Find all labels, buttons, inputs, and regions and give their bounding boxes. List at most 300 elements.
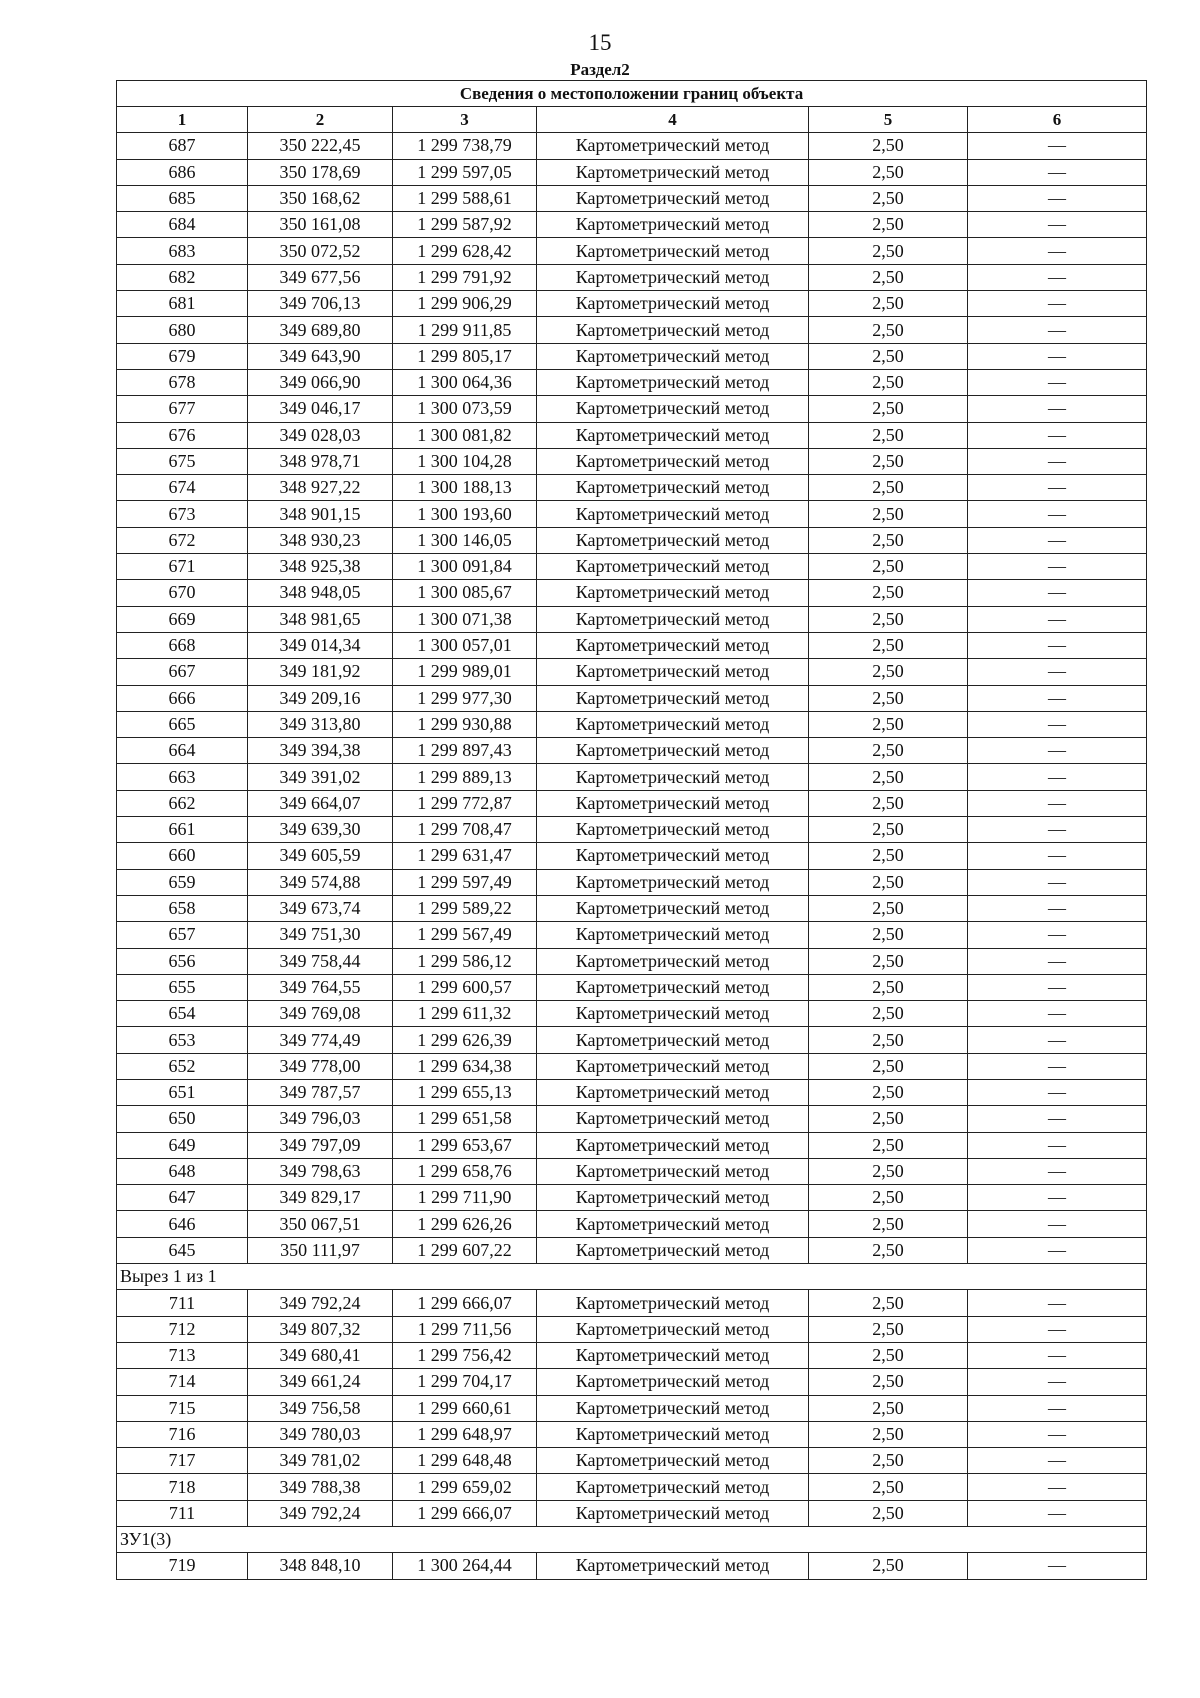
point-number-cell: 657 [117, 922, 248, 948]
method-cell: Картометрический метод [537, 1053, 809, 1079]
y-coordinate-cell: 1 299 648,48 [393, 1448, 537, 1474]
table-row [117, 396, 1147, 422]
description-cell: — [968, 133, 1147, 159]
method-cell: Картометрический метод [537, 343, 809, 369]
x-coordinate-cell: 349 605,59 [248, 843, 393, 869]
y-coordinate-cell: 1 299 930,88 [393, 711, 537, 737]
x-coordinate-cell: 348 927,22 [248, 475, 393, 501]
method-cell: Картометрический метод [537, 843, 809, 869]
table-row [117, 212, 1147, 238]
column-number-4: 4 [537, 107, 809, 133]
method-cell: Картометрический метод [537, 422, 809, 448]
accuracy-cell: 2,50 [809, 369, 968, 395]
method-cell: Картометрический метод [537, 685, 809, 711]
accuracy-cell: 2,50 [809, 1132, 968, 1158]
table-row [117, 291, 1147, 317]
table-row [117, 1474, 1147, 1500]
description-cell: — [968, 632, 1147, 658]
y-coordinate-cell: 1 299 756,42 [393, 1342, 537, 1368]
y-coordinate-cell: 1 300 264,44 [393, 1553, 537, 1579]
x-coordinate-cell: 349 774,49 [248, 1027, 393, 1053]
point-number-cell: 665 [117, 711, 248, 737]
point-number-cell: 686 [117, 159, 248, 185]
y-coordinate-cell: 1 300 057,01 [393, 632, 537, 658]
accuracy-cell: 2,50 [809, 948, 968, 974]
table-row [117, 1001, 1147, 1027]
description-cell: — [968, 1500, 1147, 1526]
x-coordinate-cell: 349 209,16 [248, 685, 393, 711]
description-cell: — [968, 1369, 1147, 1395]
description-cell: — [968, 790, 1147, 816]
description-cell: — [968, 1158, 1147, 1184]
accuracy-cell: 2,50 [809, 396, 968, 422]
method-cell: Картометрический метод [537, 1448, 809, 1474]
point-number-cell: 659 [117, 869, 248, 895]
section-row [117, 1527, 1147, 1553]
y-coordinate-cell: 1 300 188,13 [393, 475, 537, 501]
point-number-cell: 671 [117, 554, 248, 580]
accuracy-cell: 2,50 [809, 1211, 968, 1237]
method-cell: Картометрический метод [537, 212, 809, 238]
accuracy-cell: 2,50 [809, 1369, 968, 1395]
point-number-cell: 683 [117, 238, 248, 264]
accuracy-cell: 2,50 [809, 711, 968, 737]
table-row [117, 1185, 1147, 1211]
x-coordinate-cell: 349 313,80 [248, 711, 393, 737]
method-cell: Картометрический метод [537, 1158, 809, 1184]
description-cell: — [968, 895, 1147, 921]
method-cell: Картометрический метод [537, 632, 809, 658]
x-coordinate-cell: 350 067,51 [248, 1211, 393, 1237]
point-number-cell: 646 [117, 1211, 248, 1237]
point-number-cell: 675 [117, 448, 248, 474]
method-cell: Картометрический метод [537, 817, 809, 843]
description-cell: — [968, 185, 1147, 211]
method-cell: Картометрический метод [537, 185, 809, 211]
table-row [117, 422, 1147, 448]
accuracy-cell: 2,50 [809, 974, 968, 1000]
accuracy-cell: 2,50 [809, 1290, 968, 1316]
y-coordinate-cell: 1 300 146,05 [393, 527, 537, 553]
method-cell: Картометрический метод [537, 1132, 809, 1158]
accuracy-cell: 2,50 [809, 738, 968, 764]
accuracy-cell: 2,50 [809, 922, 968, 948]
y-coordinate-cell: 1 299 906,29 [393, 291, 537, 317]
x-coordinate-cell: 348 901,15 [248, 501, 393, 527]
description-cell: — [968, 869, 1147, 895]
point-number-cell: 666 [117, 685, 248, 711]
y-coordinate-cell: 1 300 104,28 [393, 448, 537, 474]
accuracy-cell: 2,50 [809, 1395, 968, 1421]
accuracy-cell: 2,50 [809, 685, 968, 711]
point-number-cell: 652 [117, 1053, 248, 1079]
accuracy-cell: 2,50 [809, 212, 968, 238]
point-number-cell: 681 [117, 291, 248, 317]
table-row [117, 159, 1147, 185]
y-coordinate-cell: 1 299 711,90 [393, 1185, 537, 1211]
section-label: Вырез 1 из 1 [117, 1264, 1147, 1290]
y-coordinate-cell: 1 299 586,12 [393, 948, 537, 974]
x-coordinate-cell: 349 769,08 [248, 1001, 393, 1027]
accuracy-cell: 2,50 [809, 606, 968, 632]
accuracy-cell: 2,50 [809, 843, 968, 869]
table-row [117, 448, 1147, 474]
table-row [117, 343, 1147, 369]
y-coordinate-cell: 1 299 611,32 [393, 1001, 537, 1027]
x-coordinate-cell: 349 781,02 [248, 1448, 393, 1474]
description-cell: — [968, 1448, 1147, 1474]
table-row [117, 1448, 1147, 1474]
description-cell: — [968, 212, 1147, 238]
x-coordinate-cell: 349 680,41 [248, 1342, 393, 1368]
table-row [117, 606, 1147, 632]
description-cell: — [968, 606, 1147, 632]
accuracy-cell: 2,50 [809, 1106, 968, 1132]
accuracy-cell: 2,50 [809, 1185, 968, 1211]
y-coordinate-cell: 1 299 651,58 [393, 1106, 537, 1132]
table-row [117, 790, 1147, 816]
point-number-cell: 713 [117, 1342, 248, 1368]
point-number-cell: 716 [117, 1421, 248, 1447]
method-cell: Картометрический метод [537, 238, 809, 264]
x-coordinate-cell: 349 661,24 [248, 1369, 393, 1395]
point-number-cell: 662 [117, 790, 248, 816]
x-coordinate-cell: 349 764,55 [248, 974, 393, 1000]
x-coordinate-cell: 349 391,02 [248, 764, 393, 790]
accuracy-cell: 2,50 [809, 317, 968, 343]
table-row [117, 948, 1147, 974]
accuracy-cell: 2,50 [809, 1001, 968, 1027]
method-cell: Картометрический метод [537, 1185, 809, 1211]
table-row [117, 133, 1147, 159]
method-cell: Картометрический метод [537, 554, 809, 580]
point-number-cell: 653 [117, 1027, 248, 1053]
y-coordinate-cell: 1 299 600,57 [393, 974, 537, 1000]
accuracy-cell: 2,50 [809, 238, 968, 264]
accuracy-cell: 2,50 [809, 790, 968, 816]
x-coordinate-cell: 349 798,63 [248, 1158, 393, 1184]
accuracy-cell: 2,50 [809, 1553, 968, 1579]
y-coordinate-cell: 1 300 085,67 [393, 580, 537, 606]
table-title: Сведения о местоположении границ объекта [117, 81, 1147, 107]
boundary-coordinates-table [116, 80, 1147, 1580]
y-coordinate-cell: 1 299 589,22 [393, 895, 537, 921]
x-coordinate-cell: 349 797,09 [248, 1132, 393, 1158]
point-number-cell: 673 [117, 501, 248, 527]
description-cell: — [968, 1395, 1147, 1421]
method-cell: Картометрический метод [537, 264, 809, 290]
x-coordinate-cell: 349 677,56 [248, 264, 393, 290]
method-cell: Картометрический метод [537, 1001, 809, 1027]
y-coordinate-cell: 1 299 738,79 [393, 133, 537, 159]
accuracy-cell: 2,50 [809, 501, 968, 527]
x-coordinate-cell: 348 978,71 [248, 448, 393, 474]
table-row [117, 1342, 1147, 1368]
y-coordinate-cell: 1 299 897,43 [393, 738, 537, 764]
y-coordinate-cell: 1 299 711,56 [393, 1316, 537, 1342]
description-cell: — [968, 1001, 1147, 1027]
table-row [117, 1553, 1147, 1579]
accuracy-cell: 2,50 [809, 580, 968, 606]
column-number-6: 6 [968, 107, 1147, 133]
method-cell: Картометрический метод [537, 1106, 809, 1132]
table-row [117, 1290, 1147, 1316]
table-row [117, 1053, 1147, 1079]
accuracy-cell: 2,50 [809, 1237, 968, 1263]
y-coordinate-cell: 1 299 648,97 [393, 1421, 537, 1447]
table-row [117, 659, 1147, 685]
table-row [117, 974, 1147, 1000]
point-number-cell: 669 [117, 606, 248, 632]
point-number-cell: 714 [117, 1369, 248, 1395]
method-cell: Картометрический метод [537, 1290, 809, 1316]
description-cell: — [968, 422, 1147, 448]
point-number-cell: 647 [117, 1185, 248, 1211]
table-row [117, 1500, 1147, 1526]
x-coordinate-cell: 350 178,69 [248, 159, 393, 185]
accuracy-cell: 2,50 [809, 1474, 968, 1500]
x-coordinate-cell: 349 181,92 [248, 659, 393, 685]
accuracy-cell: 2,50 [809, 1448, 968, 1474]
y-coordinate-cell: 1 300 064,36 [393, 369, 537, 395]
table-title-row [117, 81, 1147, 107]
x-coordinate-cell: 349 796,03 [248, 1106, 393, 1132]
description-cell: — [968, 159, 1147, 185]
accuracy-cell: 2,50 [809, 554, 968, 580]
description-cell: — [968, 1474, 1147, 1500]
accuracy-cell: 2,50 [809, 133, 968, 159]
method-cell: Картометрический метод [537, 711, 809, 737]
x-coordinate-cell: 350 161,08 [248, 212, 393, 238]
y-coordinate-cell: 1 299 607,22 [393, 1237, 537, 1263]
y-coordinate-cell: 1 300 073,59 [393, 396, 537, 422]
description-cell: — [968, 1106, 1147, 1132]
method-cell: Картометрический метод [537, 1421, 809, 1447]
y-coordinate-cell: 1 299 653,67 [393, 1132, 537, 1158]
y-coordinate-cell: 1 299 791,92 [393, 264, 537, 290]
x-coordinate-cell: 349 639,30 [248, 817, 393, 843]
x-coordinate-cell: 349 829,17 [248, 1185, 393, 1211]
point-number-cell: 656 [117, 948, 248, 974]
method-cell: Картометрический метод [537, 369, 809, 395]
table-row [117, 764, 1147, 790]
y-coordinate-cell: 1 299 626,39 [393, 1027, 537, 1053]
x-coordinate-cell: 349 780,03 [248, 1421, 393, 1447]
description-cell: — [968, 1237, 1147, 1263]
y-coordinate-cell: 1 299 911,85 [393, 317, 537, 343]
point-number-cell: 676 [117, 422, 248, 448]
table-row [117, 1106, 1147, 1132]
description-cell: — [968, 1027, 1147, 1053]
description-cell: — [968, 738, 1147, 764]
point-number-cell: 661 [117, 817, 248, 843]
accuracy-cell: 2,50 [809, 343, 968, 369]
point-number-cell: 667 [117, 659, 248, 685]
y-coordinate-cell: 1 299 805,17 [393, 343, 537, 369]
point-number-cell: 645 [117, 1237, 248, 1263]
accuracy-cell: 2,50 [809, 632, 968, 658]
table-row [117, 1079, 1147, 1105]
description-cell: — [968, 1053, 1147, 1079]
point-number-cell: 711 [117, 1290, 248, 1316]
description-cell: — [968, 1316, 1147, 1342]
description-cell: — [968, 475, 1147, 501]
accuracy-cell: 2,50 [809, 764, 968, 790]
description-cell: — [968, 554, 1147, 580]
table-row [117, 554, 1147, 580]
method-cell: Картометрический метод [537, 396, 809, 422]
y-coordinate-cell: 1 299 659,02 [393, 1474, 537, 1500]
table-row [117, 1237, 1147, 1263]
point-number-cell: 670 [117, 580, 248, 606]
page-number: 15 [588, 30, 612, 55]
table-body [117, 133, 1147, 1579]
method-cell: Картометрический метод [537, 159, 809, 185]
section-title: Раздел2 [570, 60, 630, 79]
y-coordinate-cell: 1 299 587,92 [393, 212, 537, 238]
point-number-cell: 663 [117, 764, 248, 790]
column-number-1: 1 [117, 107, 248, 133]
method-cell: Картометрический метод [537, 527, 809, 553]
point-number-cell: 718 [117, 1474, 248, 1500]
y-coordinate-cell: 1 299 660,61 [393, 1395, 537, 1421]
accuracy-cell: 2,50 [809, 422, 968, 448]
method-cell: Картометрический метод [537, 448, 809, 474]
method-cell: Картометрический метод [537, 1369, 809, 1395]
description-cell: — [968, 1211, 1147, 1237]
accuracy-cell: 2,50 [809, 448, 968, 474]
method-cell: Картометрический метод [537, 895, 809, 921]
accuracy-cell: 2,50 [809, 895, 968, 921]
point-number-cell: 678 [117, 369, 248, 395]
point-number-cell: 719 [117, 1553, 248, 1579]
y-coordinate-cell: 1 299 658,76 [393, 1158, 537, 1184]
method-cell: Картометрический метод [537, 1500, 809, 1526]
method-cell: Картометрический метод [537, 606, 809, 632]
x-coordinate-cell: 349 014,34 [248, 632, 393, 658]
y-coordinate-cell: 1 300 071,38 [393, 606, 537, 632]
description-cell: — [968, 764, 1147, 790]
table-row [117, 1027, 1147, 1053]
method-cell: Картометрический метод [537, 1316, 809, 1342]
x-coordinate-cell: 349 028,03 [248, 422, 393, 448]
description-cell: — [968, 1185, 1147, 1211]
method-cell: Картометрический метод [537, 1027, 809, 1053]
table-row [117, 475, 1147, 501]
table-row [117, 264, 1147, 290]
table-row [117, 685, 1147, 711]
y-coordinate-cell: 1 299 704,17 [393, 1369, 537, 1395]
method-cell: Картометрический метод [537, 869, 809, 895]
table-row [117, 501, 1147, 527]
description-cell: — [968, 1342, 1147, 1368]
x-coordinate-cell: 348 981,65 [248, 606, 393, 632]
method-cell: Картометрический метод [537, 1553, 809, 1579]
description-cell: — [968, 948, 1147, 974]
x-coordinate-cell: 348 848,10 [248, 1553, 393, 1579]
accuracy-cell: 2,50 [809, 1500, 968, 1526]
column-number-2: 2 [248, 107, 393, 133]
description-cell: — [968, 343, 1147, 369]
description-cell: — [968, 1132, 1147, 1158]
y-coordinate-cell: 1 299 772,87 [393, 790, 537, 816]
table-row [117, 817, 1147, 843]
x-coordinate-cell: 349 751,30 [248, 922, 393, 948]
method-cell: Картометрический метод [537, 764, 809, 790]
point-number-cell: 712 [117, 1316, 248, 1342]
table-row [117, 711, 1147, 737]
method-cell: Картометрический метод [537, 790, 809, 816]
table-row [117, 738, 1147, 764]
accuracy-cell: 2,50 [809, 1158, 968, 1184]
y-coordinate-cell: 1 299 567,49 [393, 922, 537, 948]
y-coordinate-cell: 1 299 708,47 [393, 817, 537, 843]
table-row [117, 922, 1147, 948]
method-cell: Картометрический метод [537, 948, 809, 974]
description-cell: — [968, 659, 1147, 685]
y-coordinate-cell: 1 299 666,07 [393, 1500, 537, 1526]
point-number-cell: 658 [117, 895, 248, 921]
y-coordinate-cell: 1 300 091,84 [393, 554, 537, 580]
description-cell: — [968, 843, 1147, 869]
description-cell: — [968, 1079, 1147, 1105]
table-row [117, 317, 1147, 343]
column-number-5: 5 [809, 107, 968, 133]
point-number-cell: 651 [117, 1079, 248, 1105]
point-number-cell: 684 [117, 212, 248, 238]
method-cell: Картометрический метод [537, 133, 809, 159]
point-number-cell: 674 [117, 475, 248, 501]
y-coordinate-cell: 1 300 193,60 [393, 501, 537, 527]
x-coordinate-cell: 349 066,90 [248, 369, 393, 395]
table-row [117, 1395, 1147, 1421]
x-coordinate-cell: 348 925,38 [248, 554, 393, 580]
method-cell: Картометрический метод [537, 1237, 809, 1263]
x-coordinate-cell: 349 807,32 [248, 1316, 393, 1342]
x-coordinate-cell: 350 111,97 [248, 1237, 393, 1263]
x-coordinate-cell: 349 046,17 [248, 396, 393, 422]
description-cell: — [968, 974, 1147, 1000]
description-cell: — [968, 1553, 1147, 1579]
method-cell: Картометрический метод [537, 580, 809, 606]
point-number-cell: 685 [117, 185, 248, 211]
x-coordinate-cell: 350 222,45 [248, 133, 393, 159]
accuracy-cell: 2,50 [809, 1421, 968, 1447]
section-label: ЗУ1(3) [117, 1527, 1147, 1553]
point-number-cell: 677 [117, 396, 248, 422]
accuracy-cell: 2,50 [809, 527, 968, 553]
x-coordinate-cell: 349 778,00 [248, 1053, 393, 1079]
method-cell: Картометрический метод [537, 1079, 809, 1105]
accuracy-cell: 2,50 [809, 869, 968, 895]
y-coordinate-cell: 1 299 655,13 [393, 1079, 537, 1105]
y-coordinate-cell: 1 299 634,38 [393, 1053, 537, 1079]
description-cell: — [968, 922, 1147, 948]
y-coordinate-cell: 1 300 081,82 [393, 422, 537, 448]
method-cell: Картометрический метод [537, 1395, 809, 1421]
y-coordinate-cell: 1 299 597,05 [393, 159, 537, 185]
x-coordinate-cell: 349 394,38 [248, 738, 393, 764]
x-coordinate-cell: 349 792,24 [248, 1290, 393, 1316]
table-row [117, 238, 1147, 264]
x-coordinate-cell: 349 758,44 [248, 948, 393, 974]
x-coordinate-cell: 349 643,90 [248, 343, 393, 369]
method-cell: Картометрический метод [537, 1474, 809, 1500]
y-coordinate-cell: 1 299 889,13 [393, 764, 537, 790]
x-coordinate-cell: 348 948,05 [248, 580, 393, 606]
point-number-cell: 672 [117, 527, 248, 553]
point-number-cell: 654 [117, 1001, 248, 1027]
